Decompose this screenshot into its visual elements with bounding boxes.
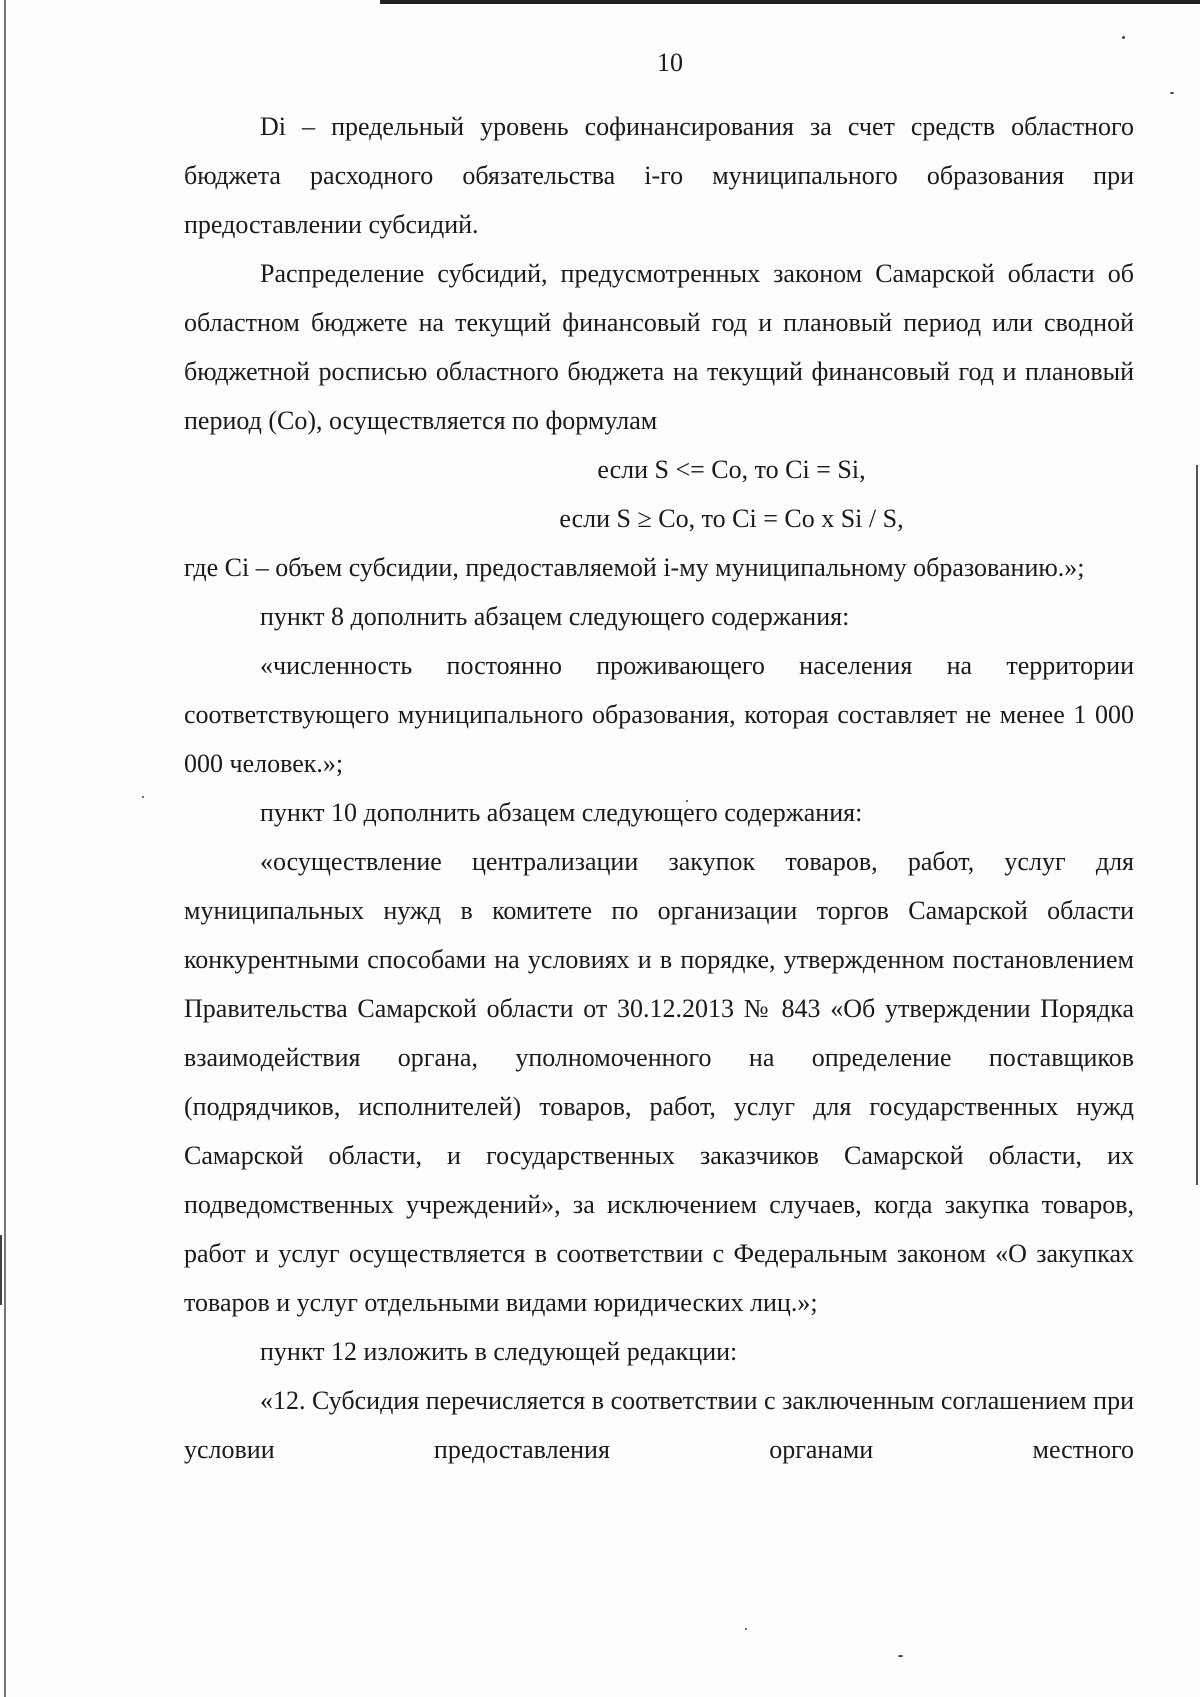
- paragraph-item-12: пункт 12 изложить в следующей редакции:: [260, 1337, 738, 1366]
- paragraph-centralization: «осуществление централизации закупок товаров, работ, услуг для муниципальных нужд в комитете по организации торгов Самарской области конкурентными способами на условиях и в порядке, утвержденном постановлением Правительства Самарской области от 30.12.2013 № 843 «Об утверждении Порядка взаимодействия органа, уполномоченного на определение поставщиков (подрядчиков, исполнителей) товаров, работ, услуг для государственных нужд Самарской области, и государственных заказчиков Самарской области, их подведомственных учреждений», за исключением случаев, когда закупка товаров, работ и услуг осуществляется в соответствии с Федеральным законом «О закупках товаров и услуг отдельными видами юридических лиц.»;: [184, 847, 1134, 1317]
- paragraph-di-definition: Di – предельный уровень софинансирования за счет средств областного бюджета расходного обязательства i-го муниципального образования при предоставлении субсидий.: [184, 112, 1134, 239]
- formula-second: если S ≥ Co, то Ci = Co x Si / S,: [559, 504, 904, 533]
- scan-speck: [142, 796, 144, 798]
- formula-first: если S <= Со, то Сi = Si,: [597, 455, 866, 484]
- paragraph-item-10: пункт 10 дополнить абзацем следующего содержания:: [260, 798, 863, 827]
- paragraph-distribution: Распределение субсидий, предусмотренных законом Самарской области об областном бюджете на текущий финансовый год и плановый период или сводной бюджетной росписью областного бюджета на текущий финансовый год и плановый период (Со), осуществляется по формулам: [184, 259, 1134, 435]
- scan-edge-left-bottom: [0, 1235, 2, 1305]
- paragraph-subsidy-transfer: «12. Субсидия перечисляется в соответствии с заключенным соглашением при условии предоставления органами местного: [184, 1386, 1134, 1464]
- scan-speck: [898, 1655, 903, 1657]
- scan-speck: [745, 1628, 747, 1630]
- scan-edge-right: [1196, 465, 1198, 1185]
- document-body: [184, 102, 1134, 1474]
- paragraph-population: «численность постоянно проживающего населения на территории соответствующего муниципального образования, которая составляет не менее 1 000 000 человек.»;: [184, 651, 1134, 778]
- scan-edge-left: [4, 0, 6, 1697]
- scan-speck: [1122, 36, 1125, 39]
- paragraph-item-8: пункт 8 дополнить абзацем следующего содержания:: [260, 602, 850, 631]
- page-number: 10: [657, 48, 683, 77]
- scan-edge-top: [380, 0, 1200, 4]
- paragraph-ci-definition: где Ci – объем субсидии, предоставляемой i-му муниципальному образованию.»;: [184, 553, 1085, 582]
- scan-speck: [1170, 92, 1174, 94]
